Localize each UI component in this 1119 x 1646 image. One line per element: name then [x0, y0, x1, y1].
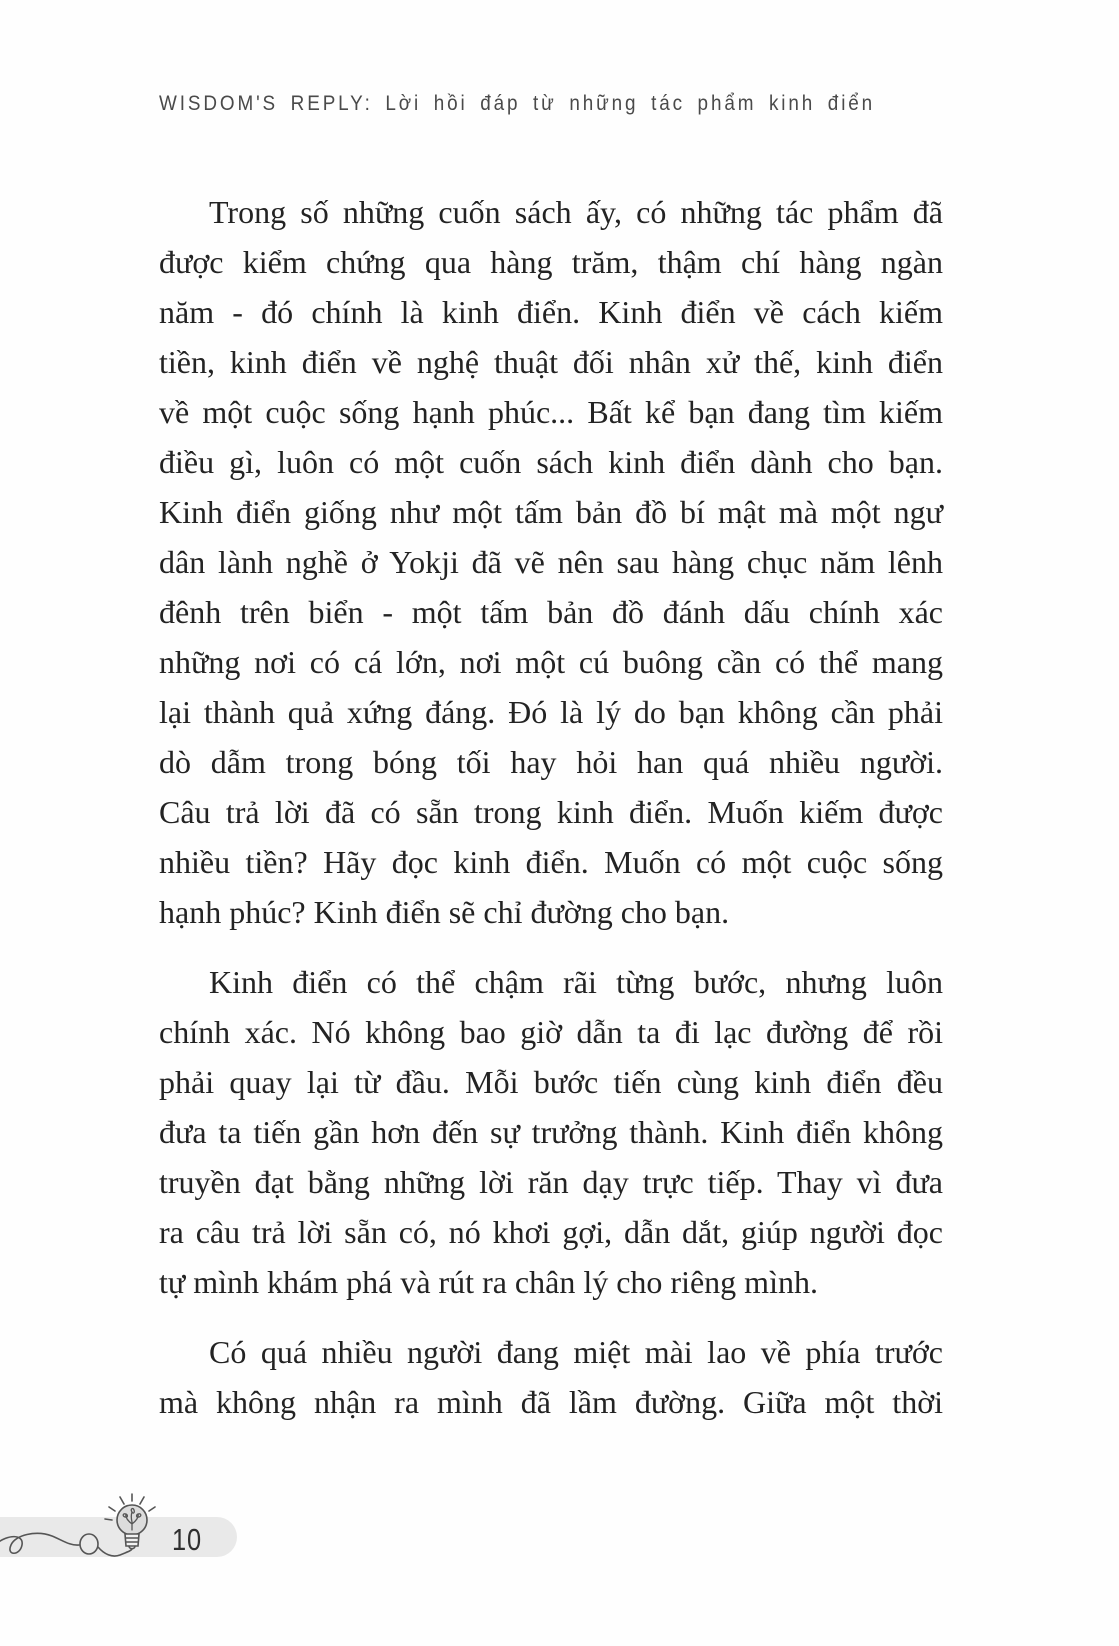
text-line: phải quay lại từ đầu. Mỗi bước tiến cùng kinh điển đều: [159, 1064, 943, 1100]
text-line: dò dẫm trong bóng tối hay hỏi han quá nhiều người.: [159, 744, 943, 780]
paragraph: [159, 1327, 943, 1427]
text-line: nhiều tiền? Hãy đọc kinh điển. Muốn có một cuộc sống: [159, 844, 943, 880]
text-line: dân lành nghề ở Yokji đã vẽ nên sau hàng chục năm lênh: [159, 544, 943, 580]
text-line: Câu trả lời đã có sẵn trong kinh điển. Muốn kiếm được: [159, 794, 943, 830]
text-line: chính xác. Nó không bao giờ dẫn ta đi lạc đường để rồi: [159, 1014, 943, 1050]
text-line: Có quá nhiều người đang miệt mài lao về phía trước: [209, 1334, 943, 1370]
lightbulb-doodle-icon: [0, 1488, 260, 1583]
text-line: truyền đạt bằng những lời răn dạy trực tiếp. Thay vì đưa: [159, 1164, 943, 1200]
text-line: tiền, kinh điển về nghệ thuật đối nhân xử thế, kinh điển: [159, 344, 943, 380]
text-line: hạnh phúc? Kinh điển sẽ chỉ đường cho bạn.: [159, 894, 730, 930]
text-line: ra câu trả lời sẵn có, nó khơi gợi, dẫn dắt, giúp người đọc: [159, 1214, 943, 1250]
text-line: Trong số những cuốn sách ấy, có những tác phẩm đã: [209, 194, 943, 230]
text-line: Kinh điển giống như một tấm bản đồ bí mật mà một ngư: [159, 494, 943, 530]
text-line: mà không nhận ra mình đã lầm đường. Giữa một thời: [159, 1384, 943, 1420]
text-line: năm - đó chính là kinh điển. Kinh điển về cách kiếm: [159, 294, 943, 330]
running-header: WISDOM'S REPLY: Lời hồi đáp từ những tác phẩm kinh điển: [159, 92, 876, 115]
text-line: lại thành quả xứng đáng. Đó là lý do bạn không cần phải: [159, 694, 943, 730]
paragraph: [159, 187, 943, 937]
text-line: đưa ta tiến gần hơn đến sự trưởng thành. Kinh điển không: [159, 1114, 943, 1150]
text-line: về một cuộc sống hạnh phúc... Bất kể bạn đang tìm kiếm: [159, 394, 943, 430]
text-line: điều gì, luôn có một cuốn sách kinh điển dành cho bạn.: [159, 444, 943, 480]
text-line: được kiểm chứng qua hàng trăm, thậm chí hàng ngàn: [159, 244, 943, 280]
text-line: những nơi có cá lớn, nơi một cú buông cần có thể mang: [159, 644, 943, 680]
page-body-text: [159, 187, 943, 1447]
text-line: Kinh điển có thể chậm rãi từng bước, nhưng luôn: [209, 964, 943, 1000]
paragraph: [159, 957, 943, 1307]
text-line: tự mình khám phá và rút ra chân lý cho riêng mình.: [159, 1264, 818, 1300]
text-line: đênh trên biển - một tấm bản đồ đánh dấu chính xác: [159, 594, 943, 630]
page-number: 10: [172, 1522, 202, 1557]
